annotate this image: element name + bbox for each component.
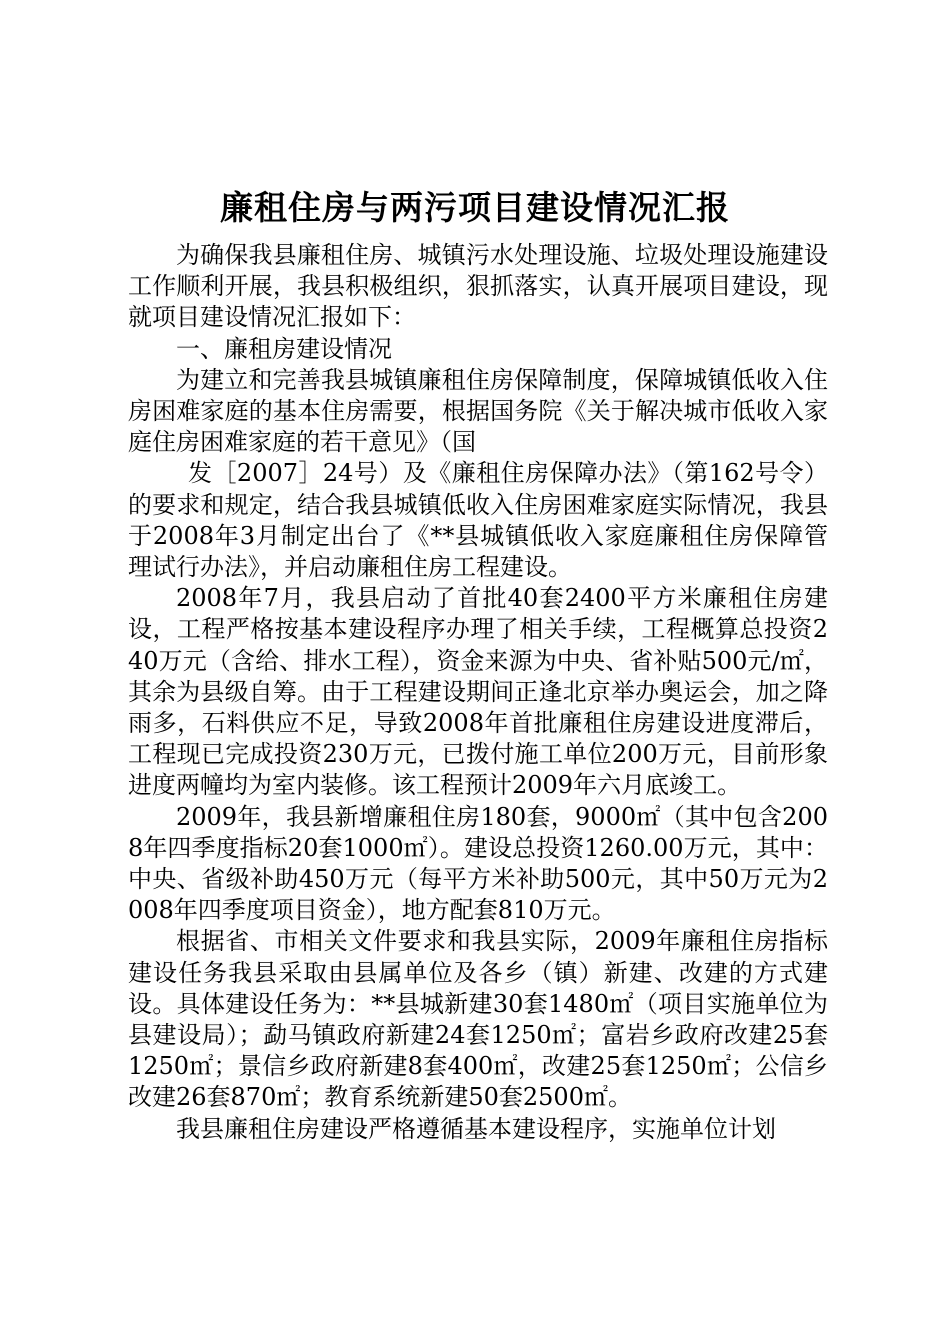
paragraph-2008-project: 2008年7月，我县启动了首批40套2400平方米廉租住房建设，工程严格按基本建设程序办理了相关手续，工程概算总投资240万元（含给、排水工程），资金来源为中央、省补贴500元/㎡，其余为县级自筹。由于工程建设期间正逢北京举办奥运会，加之降雨多，石料供应不足，导致2008年首批廉租住房建设进度滞后，工程现已完成投资230万元，已拨付施工单位200万元，目前形象进度两幢均为室内装修。该工程预计2009年六月底竣工。 (128, 584, 828, 800)
paragraph-procedure: 我县廉租住房建设严格遵循基本建设程序，实施单位计划 (176, 1114, 776, 1143)
section-heading-1: 一、廉租房建设情况 (176, 334, 392, 363)
paragraph-policy: 发［2007］24号）及《廉租住房保障办法》（第162号令）的要求和规定，结合我县城镇低收入住房困难家庭实际情况，我县于2008年3月制定出台了《**县城镇低收入家庭廉租住房保障管理试行办法》，并启动廉租住房工程建设。 (128, 459, 828, 582)
document-title: 廉租住房与两污项目建设情况汇报 (220, 188, 730, 227)
paragraph-tasks: 根据省、市相关文件要求和我县实际，2009年廉租住房指标建设任务我县采取由县属单位及各乡（镇）新建、改建的方式建设。具体建设任务为：**县城新建30套1480㎡（项目实施单位为县建设局）；勐马镇政府新建24套1250㎡；富岩乡政府改建25套1250㎡；景信乡政府新建8套400㎡，改建25套1250㎡；公信乡改建26套870㎡；教育系统新建50套2500㎡。 (128, 927, 828, 1112)
paragraph-2009-project: 2009年，我县新增廉租住房180套，9000㎡（其中包含2008年四季度指标20套1000㎡）。建设总投资1260.00万元，其中：中央、省级补助450万元（每平方米补助500元，其中50万元为2008年四季度项目资金），地方配套810万元。 (128, 802, 828, 925)
paragraph-intro: 为确保我县廉租住房、城镇污水处理设施、垃圾处理设施建设工作顺利开展，我县积极组织，狠抓落实，认真开展项目建设，现就项目建设情况汇报如下： (128, 241, 828, 332)
document-body (128, 240, 828, 1145)
paragraph-background: 为建立和完善我县城镇廉租住房保障制度，保障城镇低收入住房困难家庭的基本住房需要，根据国务院《关于解决城市低收入家庭住房困难家庭的若干意见》（国 (128, 365, 828, 457)
